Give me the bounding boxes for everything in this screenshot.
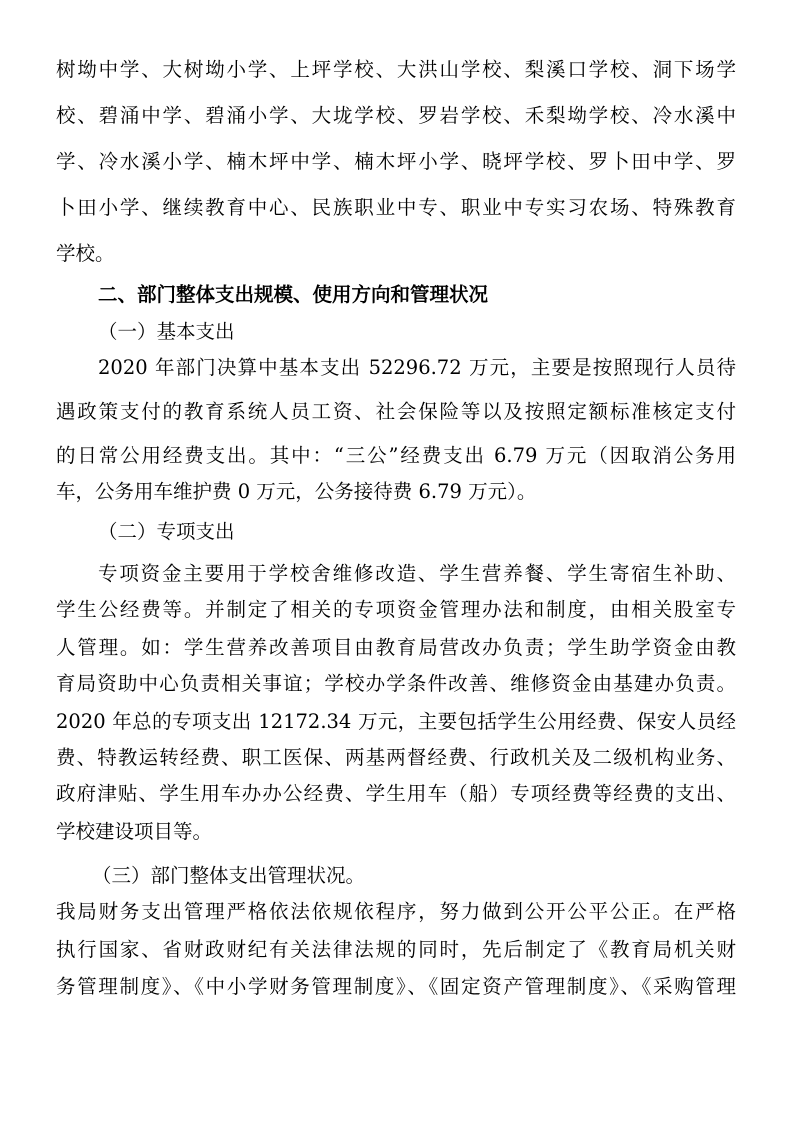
paragraph-line: 的日常公用经费支出。其中：“三公”经费支出 6.79 万元（因取消公务用 — [56, 444, 736, 467]
paragraph-line: 学生公经费等。并制定了相关的专项资金管理办法和制度，由相关股室专 — [56, 598, 736, 621]
paragraph-line: 费、特教运转经费、职工医保、两基两督经费、行政机关及二级机构业务、 — [56, 746, 736, 769]
subsection-heading: （三）部门整体支出管理状况。 — [92, 864, 366, 887]
paragraph-line: 树坳中学、大树坳小学、上坪学校、大洪山学校、梨溪口学校、洞下场学 — [56, 58, 736, 81]
paragraph-line: 育局资助中心负责相关事谊；学校办学条件改善、维修资金由基建办负责。 — [56, 672, 736, 695]
paragraph-line: 2020 年总的专项支出 12172.34 万元，主要包括学生公用经费、保安人员经 — [56, 710, 736, 733]
paragraph-line: 2020 年部门决算中基本支出 52296.72 万元，主要是按照现行人员待 — [98, 356, 736, 379]
subsection-heading: （一）基本支出 — [98, 320, 235, 343]
paragraph-line: 政府津贴、学生用车办办公经费、学生用车（船）专项经费等经费的支出、 — [56, 782, 736, 805]
paragraph-line: 执行国家、省财政财纪有关法律法规的同时，先后制定了《教育局机关财 — [56, 938, 736, 961]
paragraph-line: 学、冷水溪小学、楠木坪中学、楠木坪小学、晓坪学校、罗卜田中学、罗 — [56, 150, 736, 173]
paragraph-line: 遇政策支付的教育系统人员工资、社会保险等以及按照定额标准核定支付 — [56, 400, 736, 423]
paragraph-line: 卜田小学、继续教育中心、民族职业中专、职业中专实习农场、特殊教育 — [56, 196, 736, 219]
paragraph-line: 学校建设项目等。 — [56, 820, 213, 843]
paragraph-line: 车，公务用车维护费 0 万元，公务接待费 6.79 万元）。 — [56, 480, 537, 503]
paragraph-line: 我局财务支出管理严格依法依规依程序，努力做到公开公平公正。在严格 — [56, 900, 736, 923]
paragraph-line: 学校。 — [56, 242, 115, 265]
paragraph-line: 校、碧涌中学、碧涌小学、大垅学校、罗岩学校、禾梨坳学校、冷水溪中 — [56, 104, 736, 127]
subsection-heading: （二）专项支出 — [98, 520, 235, 543]
paragraph-line: 专项资金主要用于学校舍维修改造、学生营养餐、学生寄宿生补助、 — [98, 562, 736, 585]
paragraph-line: 务管理制度》、《中小学财务管理制度》、《固定资产管理制度》、《采购管理 — [56, 975, 736, 998]
section-heading: 二、部门整体支出规模、使用方向和管理状况 — [98, 283, 489, 306]
paragraph-line: 人管理。如：学生营养改善项目由教育局营改办负责；学生助学资金由教 — [56, 636, 736, 659]
